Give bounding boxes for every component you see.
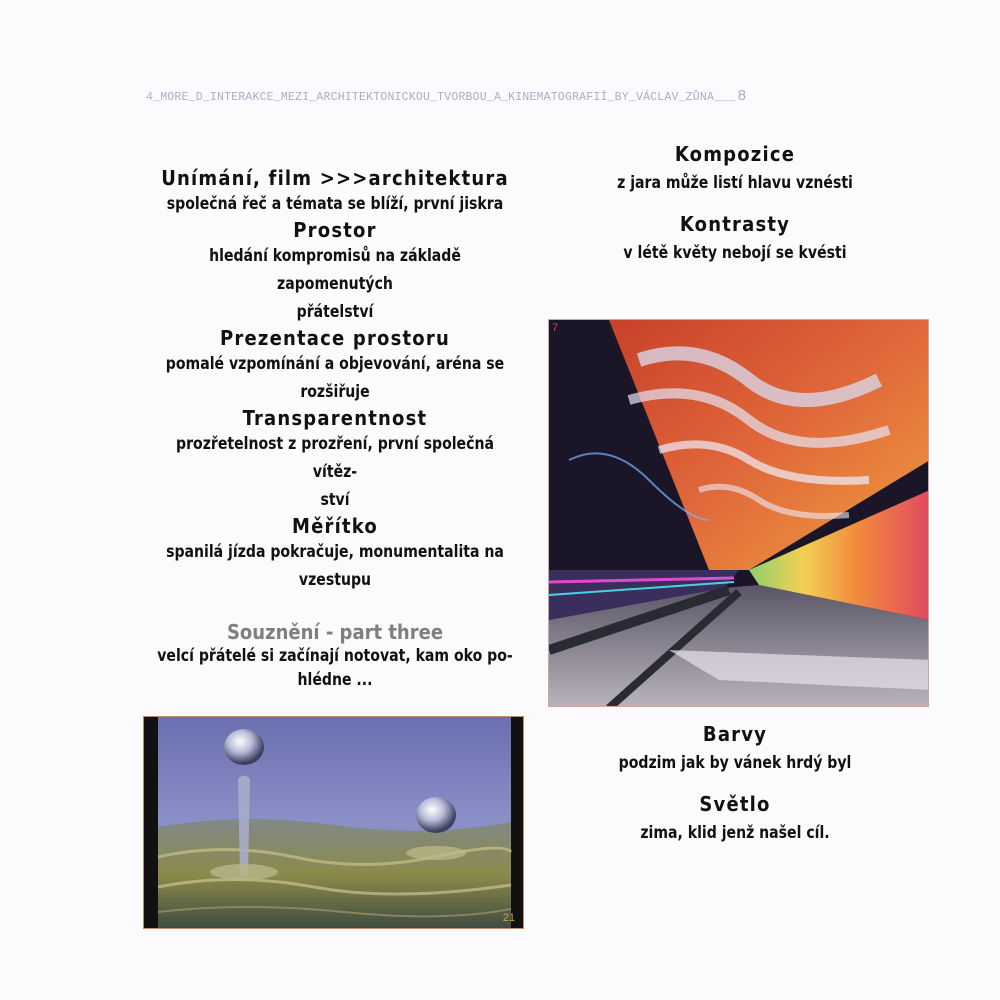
- heading-transparentnost: Transparentnost: [242, 406, 428, 430]
- heading-unimani: Unímání, film >>>architektura: [161, 166, 509, 190]
- tunnel-photo: [548, 319, 929, 707]
- text-meritko-1: spanilá jízda pokračuje, monumentalita na: [166, 542, 504, 562]
- drops-figure-number: 21: [502, 912, 515, 924]
- text-barvy: podzim jak by vánek hrdý byl: [618, 753, 852, 773]
- text-souzneni-1: velcí přátelé si začínají notovat, kam oko po-: [157, 646, 513, 666]
- heading-svetlo: Světlo: [699, 792, 771, 816]
- text-svetlo: zima, klid jenž našel cíl.: [640, 823, 830, 843]
- right-column-top: [560, 142, 910, 270]
- water-drops-photo: [143, 716, 524, 929]
- tunnel-illustration: [549, 320, 929, 707]
- heading-souzneni: Souznění - part three: [226, 620, 444, 644]
- text-prezentace-1: pomalé vzpomínání a objevování, aréna se: [165, 354, 505, 374]
- heading-prostor: Prostor: [293, 218, 377, 242]
- heading-barvy: Barvy: [702, 722, 768, 746]
- text-prezentace-2: rozšiřuje: [300, 382, 370, 402]
- text-transparentnost-1: prozřetelnost z prozření, první společná vítěz-: [176, 434, 494, 482]
- running-header: [146, 88, 916, 105]
- text-kontrasty: v létě květy nebojí se kvésti: [623, 243, 847, 263]
- water-drops-illustration: [144, 717, 524, 929]
- text-kompozice: z jara může listí hlavu vznésti: [617, 173, 853, 193]
- left-column: [140, 166, 530, 692]
- heading-meritko: Měřítko: [292, 514, 378, 538]
- text-meritko-2: vzestupu: [298, 570, 372, 590]
- running-title: 4_MORE_D_INTERAKCE_MEZI_ARCHITEKTONICKOU_TVORBOU_A_KINEMATOGRAFIÍ_BY_VÁCLAV_ZŮNA___: [146, 91, 736, 104]
- tunnel-figure-number: 7: [552, 322, 559, 334]
- text-unimani-1: společná řeč a témata se blíží, první jiskra: [166, 194, 504, 214]
- heading-prezentace: Prezentace prostoru: [220, 326, 450, 350]
- heading-kompozice: Kompozice: [674, 142, 796, 166]
- heading-kontrasty: Kontrasty: [679, 212, 791, 236]
- page-number: 8: [737, 88, 747, 105]
- text-prostor-2: přátelství: [296, 302, 374, 322]
- right-column-bottom: [560, 722, 910, 850]
- text-prostor-1: hledání kompromisů na základě zapomenutých: [209, 246, 461, 294]
- text-transparentnost-2: ství: [320, 490, 350, 510]
- text-souzneni-2: hlédne ...: [297, 670, 373, 690]
